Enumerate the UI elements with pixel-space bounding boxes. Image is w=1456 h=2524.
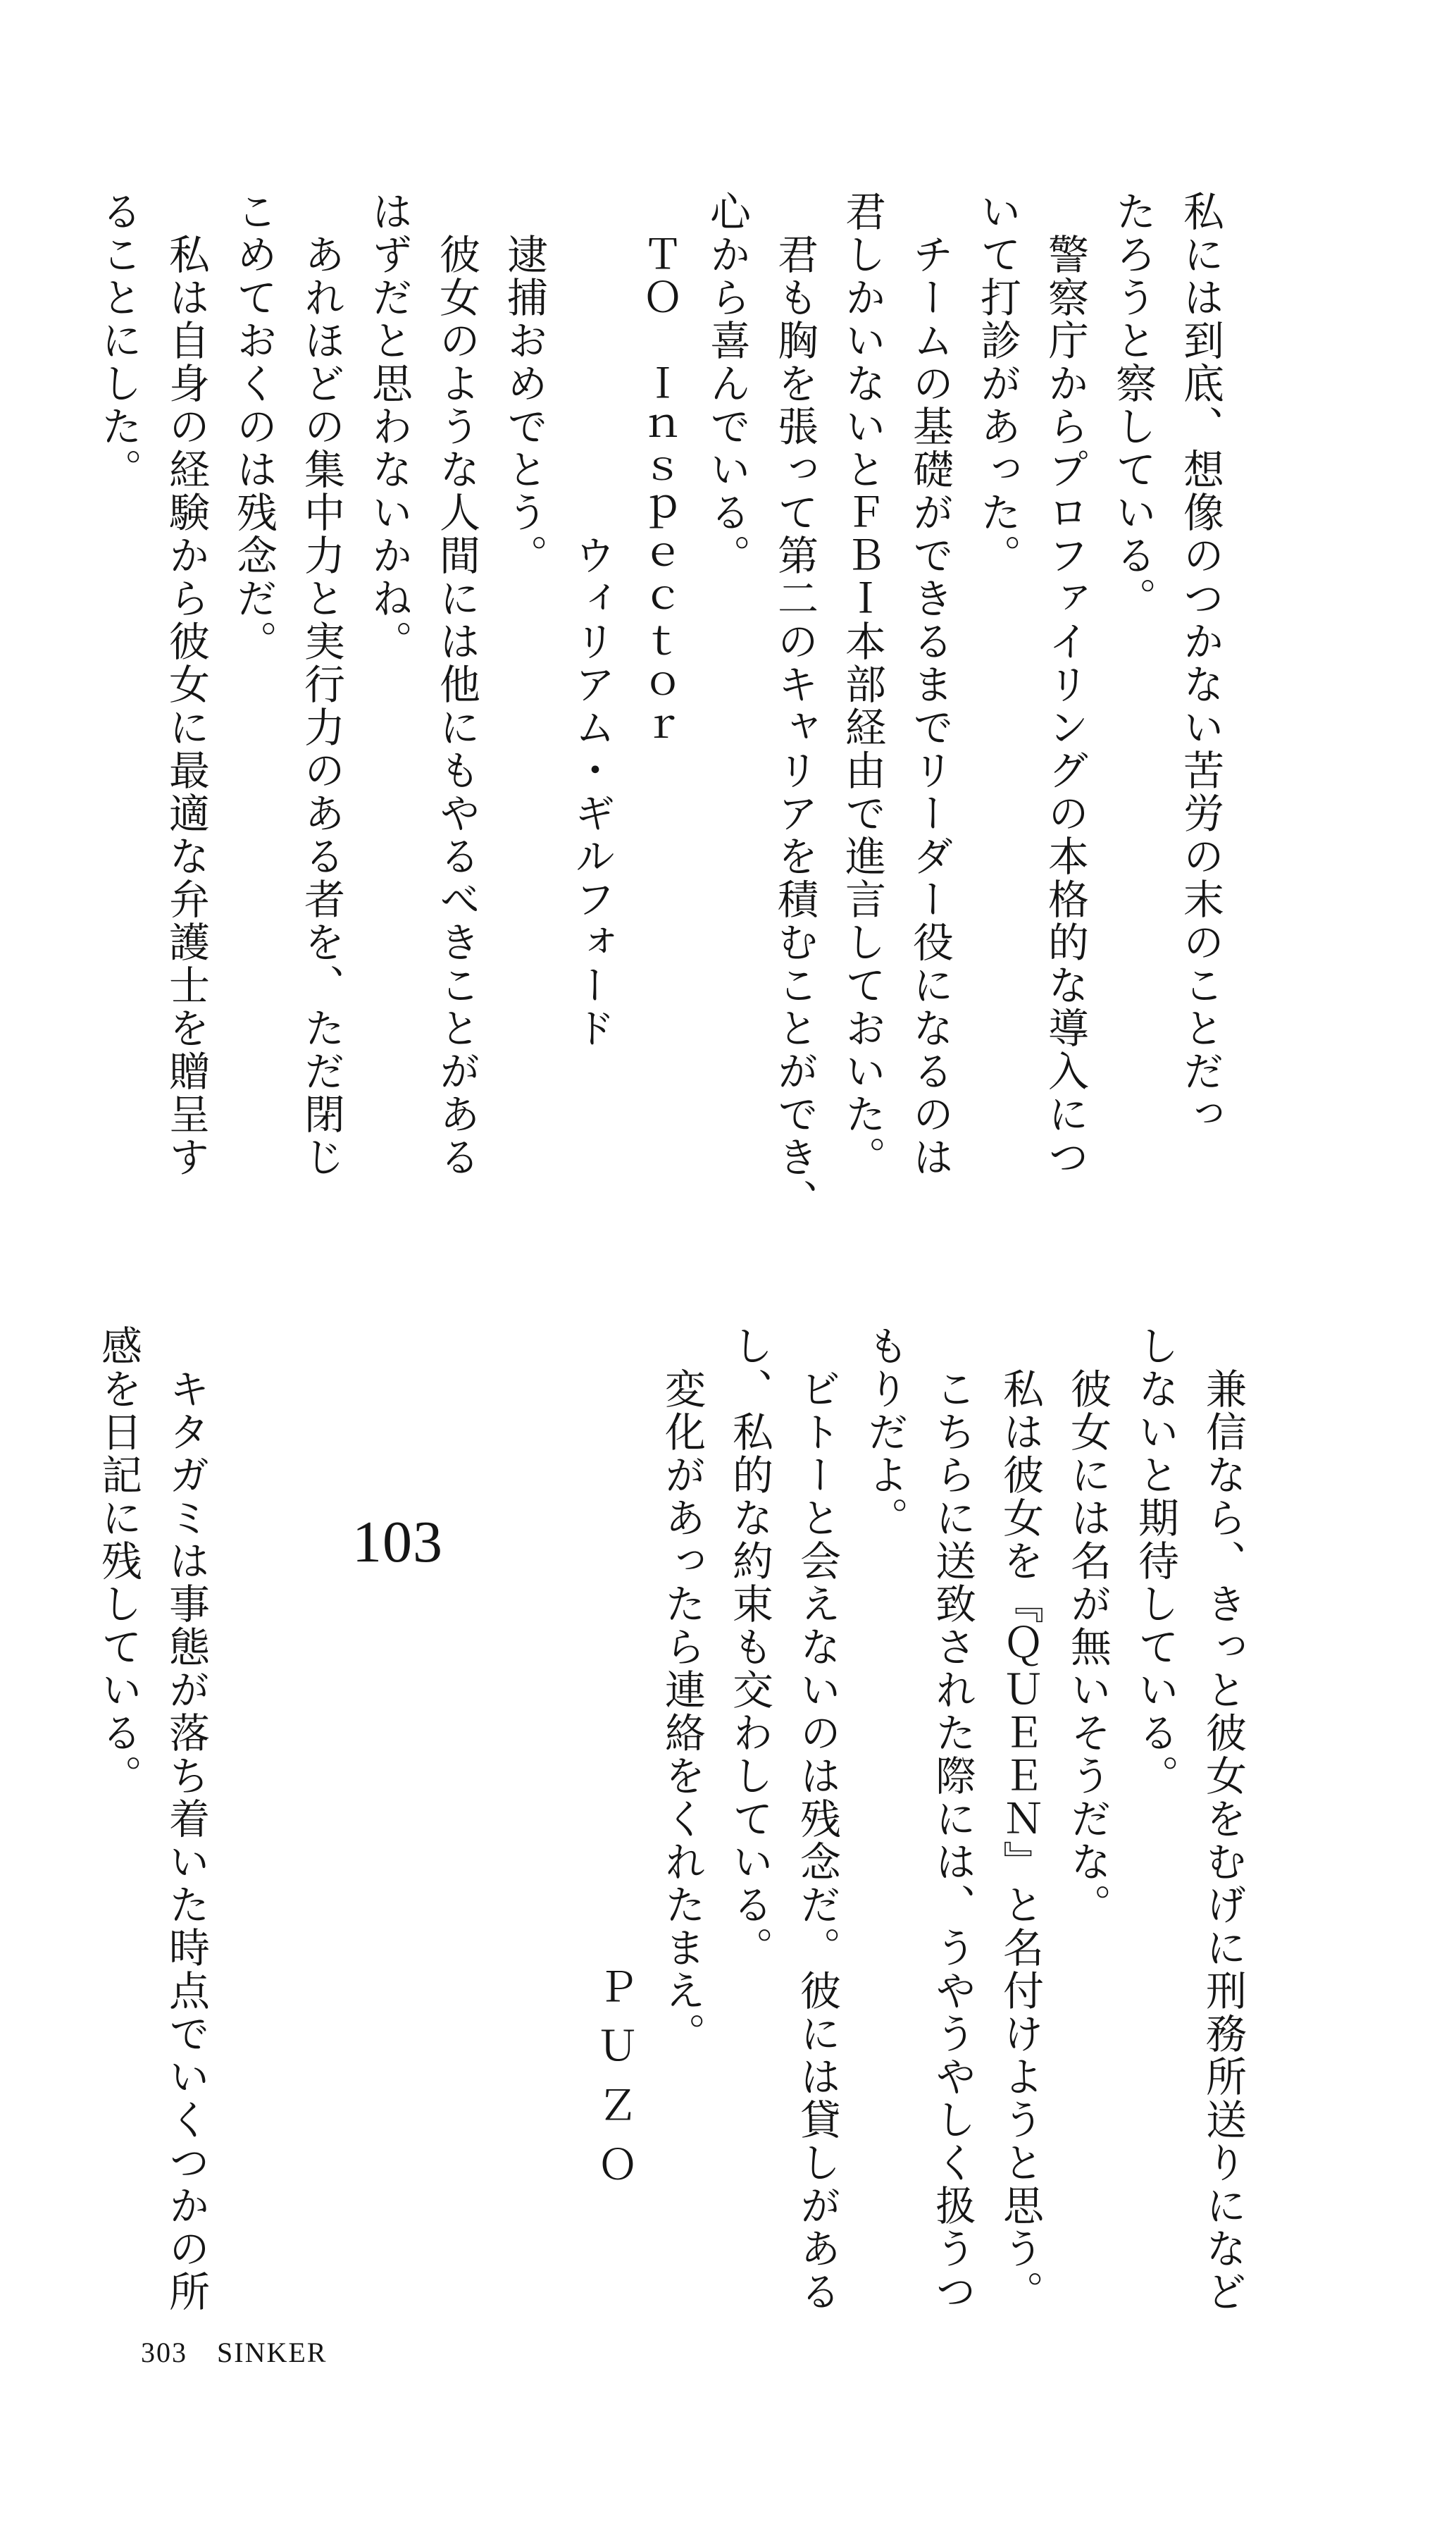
text-line: 彼女には名が無いそうだな。 (1064, 1325, 1112, 1926)
text-line: キタガミは事態が落ち着いた時点でいくつかの所 (162, 1325, 210, 2313)
page-footer (141, 2336, 327, 2369)
text-line: ビトーと会えないのは残念だ。彼には貸しがある (793, 1325, 841, 2313)
upper-text-block (85, 190, 1234, 1233)
footer-book-title: SINKER (217, 2337, 328, 2368)
text-line: 変化があったら連絡をくれたまえ。 (658, 1325, 706, 2055)
text-line: こちらに送致された際には、うやうやしく扱うつ (928, 1325, 976, 2313)
text-line: たろうと察している。 (1109, 190, 1157, 620)
text-line: 君も胸を張って第二のキャリアを積むことができ、 (771, 190, 819, 1222)
text-line: はずだと思わないかね。 (365, 190, 413, 663)
text-line: チームの基礎ができるまでリーダー役になるのは (906, 190, 954, 1179)
section-number: 103 (352, 1509, 443, 1575)
letter-addressee: ＴＯ Ｉｎｓｐｅｃｔｏｒ (635, 190, 683, 749)
text-line: 感を日記に残している。 (94, 1325, 142, 1798)
text-line: あれほどの集中力と実行力のある者を、ただ閉じ (297, 190, 345, 1179)
lower-text-block (648, 1325, 1257, 2311)
text-line: 心から喜んでいる。 (703, 190, 751, 577)
text-line: 君しかいないとＦＢＩ本部経由で進言しておいた。 (838, 190, 886, 1179)
text-line: 警察庁からプロファイリングの本格的な導入につ (1041, 190, 1089, 1179)
text-line: いて打診があった。 (973, 190, 1021, 577)
puzo-signature: ＰＵＺＯ (590, 1966, 638, 2203)
closing-text-block (85, 1325, 220, 2311)
text-line: しないと期待している。 (1131, 1325, 1179, 1798)
text-line: ることにした。 (94, 190, 142, 491)
letter-signature: ウィリアム・ギルフォード (568, 190, 616, 1050)
text-line: 彼女のような人間には他にもやるべきことがある (433, 190, 480, 1179)
text-line: し、私的な約束も交わしている。 (726, 1325, 773, 1969)
text-line: こめておくのは残念だ。 (230, 190, 278, 663)
text-line: 兼信なら、きっと彼女をむげに刑務所送りになど (1199, 1325, 1247, 2313)
text-line: 私は彼女を『ＱＵＥＥＮ』と名付けようと思う。 (996, 1325, 1044, 2313)
footer-page-number: 303 (141, 2337, 187, 2368)
text-line: 私には到底、想像のつかない苦労の末のことだっ (1176, 190, 1224, 1136)
text-line: もりだよ。 (861, 1325, 909, 1540)
text-line: 私は自身の経験から彼女に最適な弁護士を贈呈す (162, 190, 210, 1179)
text-line: 逮捕おめでとう。 (500, 190, 548, 577)
